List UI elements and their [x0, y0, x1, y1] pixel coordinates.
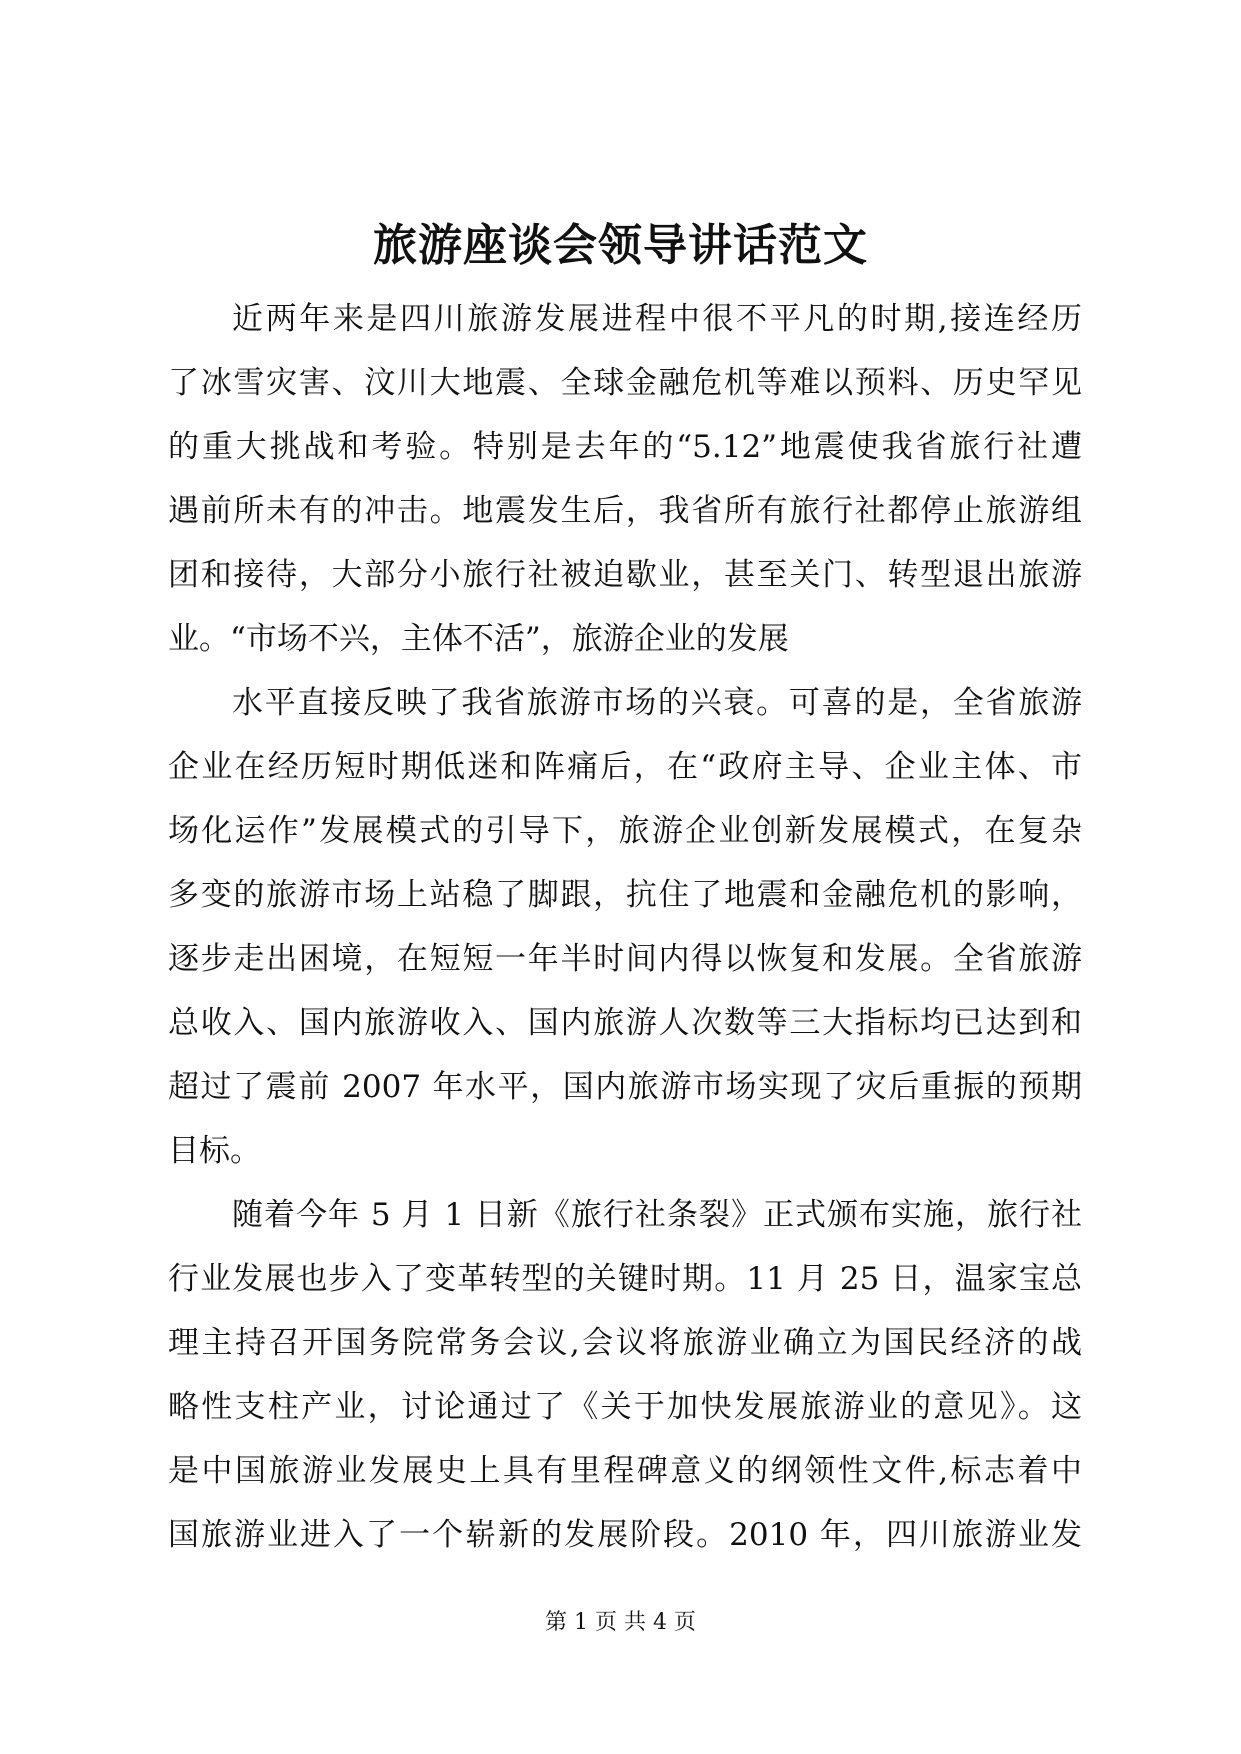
body-line: 是中国旅游业发展史上具有里程碑意义的纲领性文件,标志着中 — [168, 1453, 1082, 1489]
body-line: 行业发展也步入了变革转型的关键时期。11 月 25 日，温家宝总 — [168, 1261, 1082, 1297]
body-line: 业。“市场不兴，主体不活”，旅游企业的发展 — [168, 621, 789, 657]
document-body — [168, 287, 1082, 1567]
body-line: 逐步走出困境，在短短一年半时间内得以恢复和发展。全省旅游 — [168, 941, 1082, 977]
body-line: 略性支柱产业，讨论通过了《关于加快发展旅游业的意见》。这 — [168, 1389, 1082, 1425]
body-line: 遇前所未有的冲击。地震发生后，我省所有旅行社都停止旅游组 — [168, 493, 1082, 529]
body-line: 团和接待，大部分小旅行社被迫歇业，甚至关门、转型退出旅游 — [168, 557, 1082, 593]
body-line: 水平直接反映了我省旅游市场的兴衰。可喜的是，全省旅游 — [232, 685, 1082, 721]
document-title: 旅游座谈会领导讲话范文 — [373, 220, 868, 271]
body-line: 多变的旅游市场上站稳了脚跟，抗住了地震和金融危机的影响， — [168, 877, 1082, 913]
body-line: 随着今年 5 月 1 日新《旅行社条裂》正式颁布实施，旅行社 — [232, 1197, 1082, 1233]
body-line: 国旅游业进入了一个崭新的发展阶段。2010 年，四川旅游业发 — [168, 1517, 1082, 1553]
body-line: 近两年来是四川旅游发展进程中很不平凡的时期,接连经历 — [232, 301, 1082, 337]
body-line: 场化运作”发展模式的引导下，旅游企业创新发展模式，在复杂 — [168, 813, 1082, 849]
body-line: 超过了震前 2007 年水平，国内旅游市场实现了灾后重振的预期 — [168, 1069, 1082, 1105]
body-line: 理主持召开国务院常务会议,会议将旅游业确立为国民经济的战 — [168, 1325, 1082, 1361]
body-line: 总收入、国内旅游收入、国内旅游人次数等三大指标均已达到和 — [168, 1005, 1082, 1041]
body-line: 企业在经历短时期低迷和阵痛后，在“政府主导、企业主体、市 — [168, 749, 1082, 785]
body-line: 了冰雪灾害、汶川大地震、全球金融危机等难以预料、历史罕见 — [168, 365, 1082, 401]
body-line: 目标。 — [168, 1133, 261, 1169]
body-line: 的重大挑战和考验。特别是去年的“5.12”地震使我省旅行社遭 — [168, 429, 1082, 465]
page-footer: 第 1 页 共 4 页 — [545, 1610, 696, 1635]
